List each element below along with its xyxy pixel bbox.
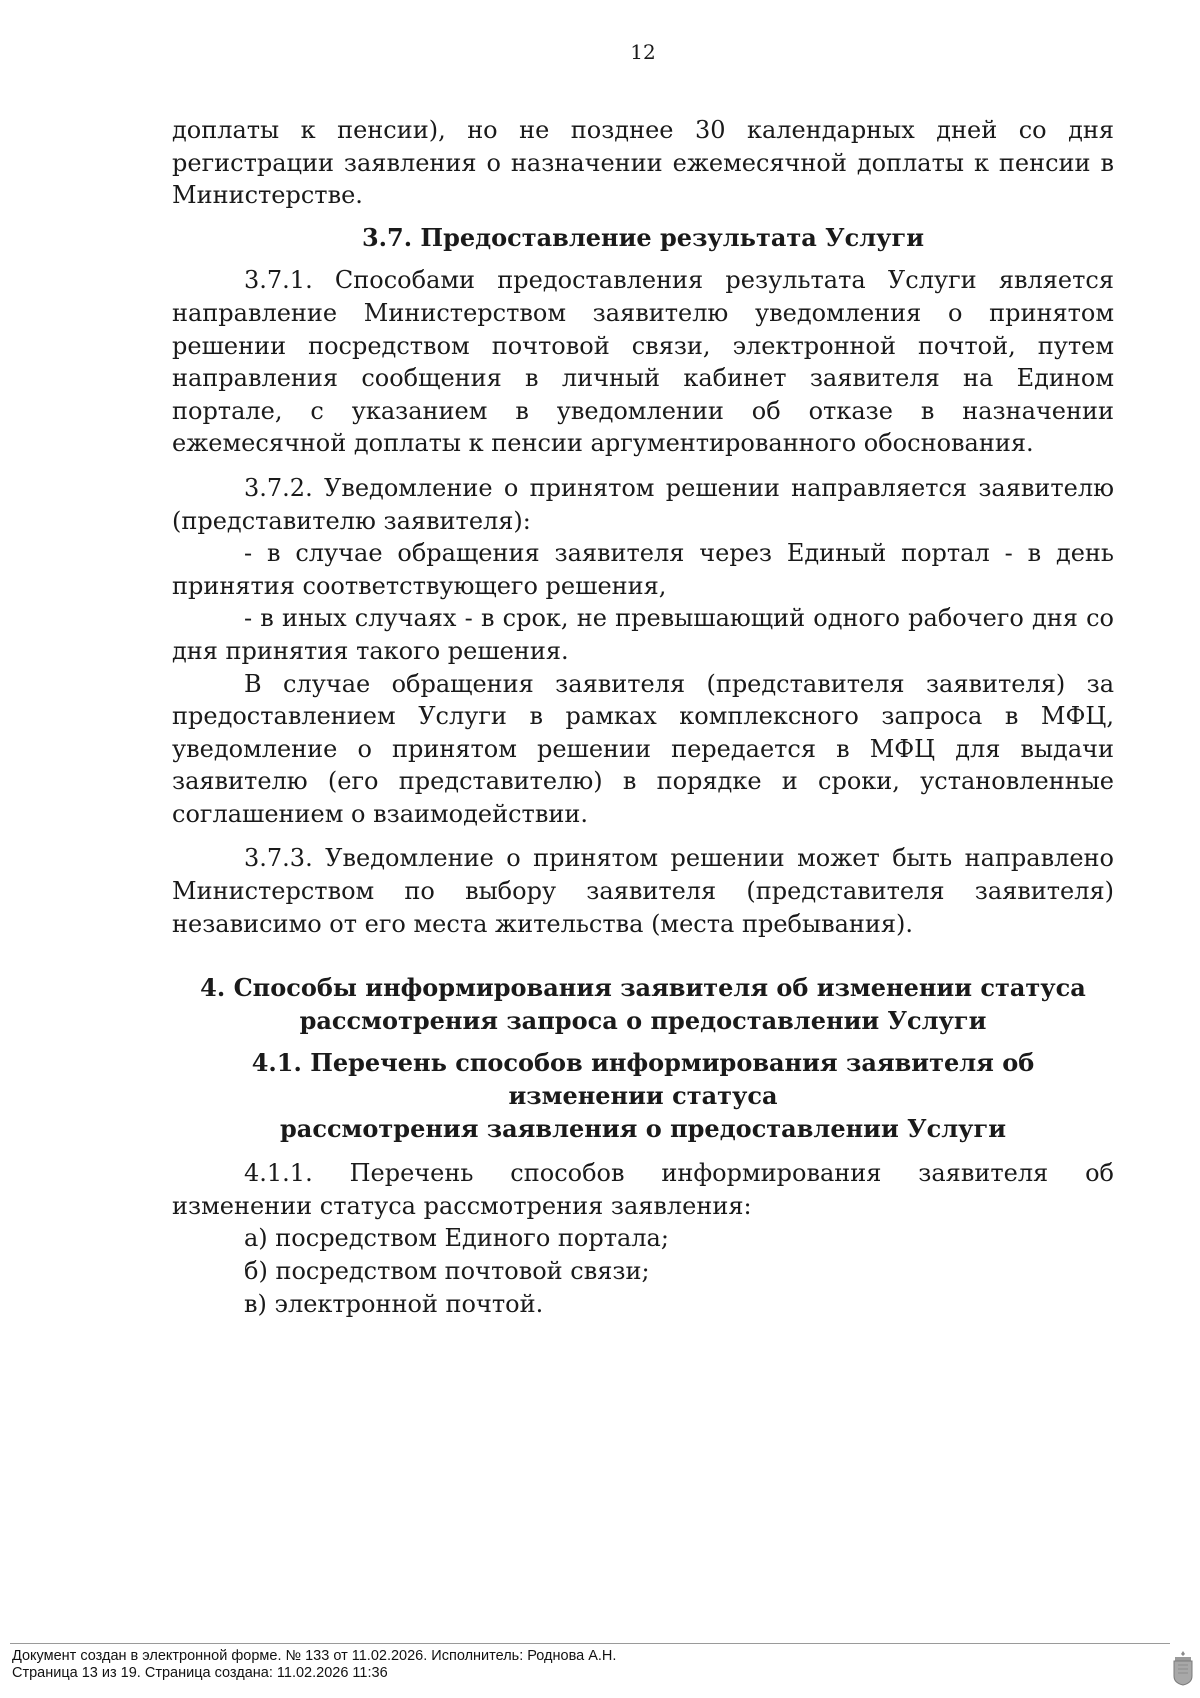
paragraph-3-7-2-item-a: - в случае обращения заявителя через Единый портал - в день принятия соответствующего решения, bbox=[172, 539, 1114, 600]
paragraph-3-7-1: 3.7.1. Способами предоставления результата Услуги является направление Министерством заявителю уведомления о принятом решении посредством почтовой связи, электронной почтой, путем направления сообщения в личный кабинет заявителя на Едином портале, с указанием в уведомлении об отказе в назначении ежемесячной доплаты к пенсии аргументированного обоснования. bbox=[172, 266, 1114, 458]
heading-4-line-1: 4. Способы информирования заявителя об изменении статуса bbox=[200, 973, 1086, 1003]
list-item: а) посредством Единого портала; bbox=[244, 1224, 669, 1253]
heading-4-1-line-1: 4.1. Перечень способов информирования заявителя об изменении статуса bbox=[251, 1048, 1035, 1111]
footer bbox=[12, 1648, 1112, 1681]
heading-4-1 bbox=[172, 1047, 1114, 1145]
heading-4-1-line-2: рассмотрения заявления о предоставлении Услуги bbox=[280, 1113, 1006, 1143]
paragraph-3-7-2: 3.7.2. Уведомление о принятом решении направляется заявителю (представителю заявителя): bbox=[172, 473, 1114, 535]
paragraph-3-7-3: 3.7.3. Уведомление о принятом решении может быть направлено Министерством по выбору заявителя (представителя заявителя) независимо от его места жительства (места пребывания). bbox=[172, 844, 1114, 938]
list-item: в) электронной почтой. bbox=[244, 1289, 544, 1318]
heading-4-line-2: рассмотрения запроса о предоставлении Услуги bbox=[299, 1005, 987, 1035]
paragraph-3-7-2-item-b: - в иных случаях - в срок, не превышающий одного рабочего дня со дня принятия такого решения. bbox=[172, 604, 1114, 665]
paragraph-4-1-1: 4.1.1. Перечень способов информирования заявителя об изменении статуса рассмотрения заявления: bbox=[172, 1159, 1114, 1220]
page-number: 12 bbox=[630, 40, 656, 64]
paragraph-3-7-2-mfc: В случае обращения заявителя (представителя заявителя) за предоставлением Услуги в рамках комплексного запроса в МФЦ, уведомление о принятом решении передается в МФЦ для выдачи заявителю (его представителю) в порядке и сроки, установленные соглашением о взаимодействии. bbox=[172, 669, 1114, 828]
footer-line-1: Документ создан в электронной форме. № 133 от 11.02.2026. Исполнитель: Роднова А.Н. bbox=[12, 1648, 617, 1664]
footer-line-2: Страница 13 из 19. Страница создана: 11.02.2026 11:36 bbox=[12, 1664, 388, 1681]
paragraph-continuation: доплаты к пенсии), но не позднее 30 календарных дней со дня регистрации заявления о назначении ежемесячной доплаты к пенсии в Министерстве. bbox=[172, 116, 1114, 210]
heading-4 bbox=[172, 972, 1114, 1037]
footer-divider bbox=[10, 1643, 1170, 1644]
coat-of-arms-icon bbox=[1172, 1650, 1194, 1686]
heading-3-7: 3.7. Предоставление результата Услуги bbox=[361, 222, 925, 252]
document-body bbox=[172, 114, 1114, 1320]
list-item: б) посредством почтовой связи; bbox=[244, 1257, 650, 1285]
